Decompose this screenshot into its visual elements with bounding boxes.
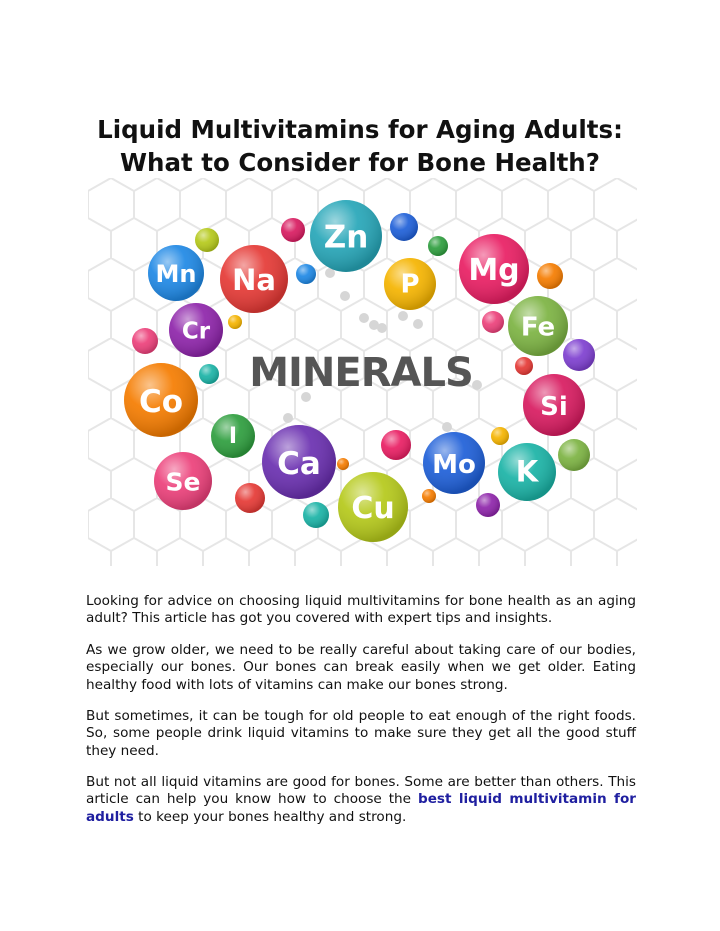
mineral-symbol-si: Si bbox=[540, 391, 568, 422]
best-liquid-multivitamin-link[interactable]: best liquid multivitamin for adults bbox=[86, 791, 636, 825]
mineral-ball-cr bbox=[169, 303, 223, 357]
small-ball bbox=[422, 489, 436, 503]
mineral-symbol-mg: Mg bbox=[468, 253, 520, 289]
gray-dot bbox=[377, 323, 387, 333]
small-ball bbox=[199, 364, 219, 384]
mineral-ball-co bbox=[124, 363, 198, 437]
small-ball bbox=[296, 264, 316, 284]
small-ball bbox=[390, 213, 418, 241]
mineral-ball-se bbox=[154, 452, 212, 510]
minerals-label: MINERALS bbox=[249, 350, 473, 396]
mineral-ball-cu bbox=[338, 472, 408, 542]
paragraph-choosing-text-start: But not all liquid vitamins are good for bones. Some are better than others. This article can help you know how to choose the bbox=[86, 773, 636, 808]
small-ball bbox=[515, 357, 533, 375]
paragraph-diet: But sometimes, it can be tough for old people to eat enough of the right foods. So, some people drink liquid vitamins to make sure they get all the good stuff they need. bbox=[86, 707, 636, 759]
mineral-symbol-mo: Mo bbox=[432, 449, 476, 480]
small-ball bbox=[563, 339, 595, 371]
minerals-illustration bbox=[88, 178, 637, 566]
gray-dot bbox=[472, 380, 482, 390]
mineral-ball-zn bbox=[310, 200, 382, 272]
mineral-ball-fe bbox=[508, 296, 568, 356]
gray-dot bbox=[283, 413, 293, 423]
small-ball bbox=[482, 311, 504, 333]
mineral-ball-i bbox=[211, 414, 255, 458]
small-ball bbox=[558, 439, 590, 471]
mineral-ball-mo bbox=[423, 432, 485, 494]
mineral-ball-na bbox=[220, 245, 288, 313]
mineral-ball-ca bbox=[262, 425, 336, 499]
gray-dot bbox=[398, 311, 408, 321]
article-title bbox=[60, 113, 660, 179]
mineral-symbol-co: Co bbox=[138, 383, 184, 420]
mineral-ball-p bbox=[384, 258, 436, 310]
gray-dot bbox=[359, 313, 369, 323]
title-line-1: Liquid Multivitamins for Aging Adults: bbox=[97, 115, 623, 145]
mineral-symbol-zn: Zn bbox=[323, 219, 369, 256]
paragraph-choosing bbox=[86, 774, 636, 827]
small-ball bbox=[381, 430, 411, 460]
small-ball bbox=[491, 427, 509, 445]
small-ball bbox=[281, 218, 305, 242]
mineral-ball-mg bbox=[459, 234, 529, 304]
gray-dot bbox=[442, 422, 452, 432]
mineral-symbol-k: K bbox=[515, 454, 539, 489]
mineral-symbol-cu: Cu bbox=[351, 491, 395, 527]
minerals-graphic bbox=[88, 178, 637, 566]
mineral-symbol-ca: Ca bbox=[277, 445, 321, 482]
mineral-symbol-fe: Fe bbox=[520, 312, 556, 343]
gray-dot bbox=[340, 291, 350, 301]
small-ball bbox=[537, 263, 563, 289]
mineral-ball-si bbox=[523, 374, 585, 436]
title-line-2: What to Consider for Bone Health? bbox=[120, 148, 600, 178]
mineral-symbol-mn: Mn bbox=[155, 259, 197, 288]
mineral-symbol-i: I bbox=[228, 424, 238, 450]
gray-dot bbox=[413, 319, 423, 329]
paragraph-aging: As we grow older, we need to be really careful about taking care of our bodies, especially our bones. Our bones can break easily when we get older. Eating healthy food with lots of vitamins can make our bones strong. bbox=[86, 641, 636, 693]
paragraph-choosing-text-end: to keep your bones healthy and strong. bbox=[133, 808, 407, 825]
mineral-symbol-cr: Cr bbox=[181, 318, 211, 345]
small-ball bbox=[303, 502, 329, 528]
small-ball bbox=[132, 328, 158, 354]
mineral-ball-k bbox=[498, 443, 556, 501]
mineral-symbol-p: P bbox=[400, 269, 420, 300]
mineral-symbol-na: Na bbox=[232, 262, 276, 297]
small-ball bbox=[235, 483, 265, 513]
paragraph-intro: Looking for advice on choosing liquid multivitamins for bone health as an aging adult? This article has got you covered with expert tips and insights. bbox=[86, 592, 636, 627]
small-ball bbox=[228, 315, 242, 329]
mineral-ball-mn bbox=[148, 245, 204, 301]
small-ball bbox=[428, 236, 448, 256]
small-ball bbox=[195, 228, 219, 252]
mineral-symbol-se: Se bbox=[165, 467, 201, 497]
small-ball bbox=[337, 458, 349, 470]
small-ball bbox=[476, 493, 500, 517]
